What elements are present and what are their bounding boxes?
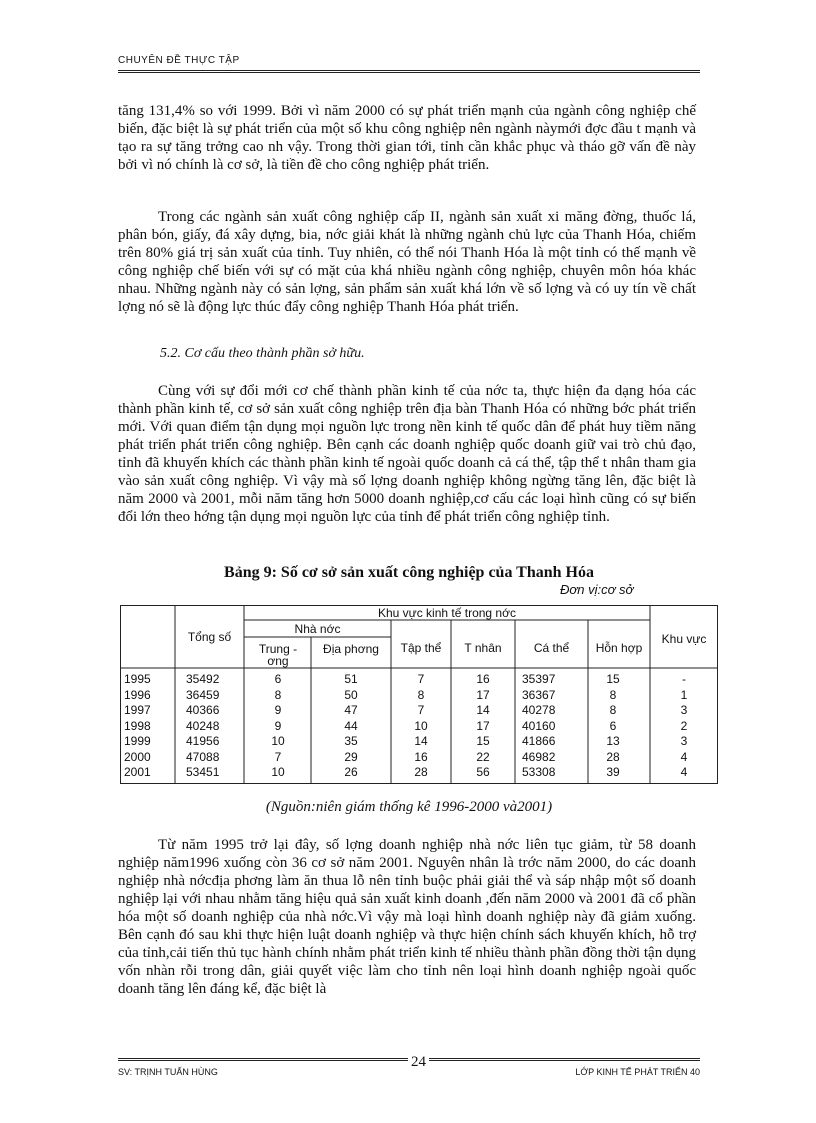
cell-collective: 16 [414,749,428,764]
cell-collective: 7 [417,672,425,686]
cell-central: 6 [274,672,282,686]
cell-central: 7 [274,749,282,764]
cell-foreign: - [682,672,686,686]
cell-year: 1996 [124,687,151,702]
cell-local: 35 [344,734,358,748]
section-subheading: 5.2. Cơ cấu theo thành phần sở hữu. [160,346,365,361]
paragraph-1-text: tăng 131,4% so với 1999. Bởi vì năm 2000 có sự phát triển mạnh của ngành công nghiệp chế biến, đặc biệt là sự phát triển của một số khu công nghiệp nên ngành nàymới đợc đầu t mạnh và tạo ra sự tăng trởng cao nh vậy. Trong thời gian tới, tỉnh cần khắc phục và tháo gỡ vấn đề này bởi vì nó chính là cơ sở, là tiền đề cho công nghiệp phát triển. [118,103,696,173]
header-text: CHUYÊN ĐỀ THỰC TẬP [118,55,240,66]
cell-foreign: 1 [680,687,688,702]
cell-private: 22 [476,749,490,764]
header-collective: Tập thể [400,641,442,655]
cell-local: 26 [344,765,358,779]
header-foreign: Khu vực [661,632,707,646]
cell-individual: 35397 [522,672,556,686]
cell-local: 47 [344,703,358,717]
cell-total: 41956 [186,734,220,748]
cell-foreign: 3 [680,734,688,748]
cell-foreign: 4 [680,765,688,779]
cell-individual: 53308 [522,765,556,779]
cell-central: 9 [274,718,282,733]
header-domestic: Khu vực kinh tế trong nớc [378,606,516,620]
cell-collective: 14 [414,734,428,748]
cell-foreign: 2 [680,718,688,733]
cell-year: 1997 [124,703,151,717]
header-individual: Cá thể [533,641,570,655]
cell-local: 29 [344,749,358,764]
cell-private: 16 [476,672,490,686]
cell-individual: 41866 [522,734,556,748]
cell-private: 17 [476,687,490,702]
header-local: Địa phơng [323,642,379,656]
header-mixed: Hỗn hợp [595,641,643,655]
cell-total: 36459 [186,687,220,702]
cell-private: 14 [476,703,490,717]
footer-class: LỚP KINH TẾ PHÁT TRIỂN 40 [575,1067,700,1077]
cell-private: 15 [476,734,490,748]
page-number: 24 [408,1054,429,1071]
cell-mixed: 28 [606,749,620,764]
cell-individual: 40278 [522,703,556,717]
header-private: T nhân [464,641,502,655]
cell-mixed: 39 [606,765,620,779]
paragraph-2 [118,208,696,316]
table-source: (Nguồn:niên giám thống kê 1996-2000 và2001) [265,799,553,815]
cell-year: 2001 [124,765,151,779]
cell-total: 40248 [186,718,220,733]
cell-mixed: 13 [606,734,620,748]
cell-year: 1999 [124,734,151,748]
cell-central: 8 [274,687,282,702]
cell-local: 51 [344,672,358,686]
cell-collective: 8 [417,687,425,702]
cell-collective: 10 [414,718,428,733]
cell-mixed: 15 [606,672,620,686]
footer-author: SV: TRỊNH TUẤN HÙNG [118,1067,218,1077]
cell-mixed: 8 [609,703,617,717]
cell-collective: 28 [414,765,428,779]
cell-individual: 40160 [522,718,556,733]
cell-collective: 7 [417,703,425,717]
cell-individual: 36367 [522,687,556,702]
paragraph-1 [118,102,696,174]
cell-mixed: 8 [609,687,617,702]
cell-total: 53451 [186,765,220,779]
cell-private: 56 [476,765,490,779]
cell-individual: 46982 [522,749,556,764]
cell-year: 2000 [124,749,151,764]
data-table [120,605,718,784]
header-central: Trung ơng [258,642,298,668]
cell-local: 50 [344,687,358,702]
paragraph-2-text: Trong các ngành sản xuất công nghiệp cấp II, ngành sản xuất xi măng đờng, thuốc lá, phân bón, giấy, đá xây dựng, bia, nớc giải khát là những ngành chủ lực của Thanh Hóa, chiếm trên 80% giá trị sản xuất của tỉnh. Tuy nhiên, có thể nói Thanh Hóa là một tỉnh có thế mạnh về công nghiệp chế biến với sự có mặt của khá nhiều ngành công nghiệp, chuyên môn hóa khác nhau. Những ngành này có sản lợng, sản phẩm sản xuất khá lớn về số lợng và có uy tín về chất lợng nó sẽ là động lực thúc đẩy công nghiệp Thanh Hóa phát triển. [118,209,696,315]
cell-central: 9 [274,703,282,717]
cell-central: 10 [271,734,285,748]
table-title: Bảng 9: Số cơ sở sản xuất công nghiệp của Thanh Hóa [224,564,594,581]
cell-total: 40366 [186,703,220,717]
cell-year: 1995 [124,672,151,686]
paragraph-3 [118,382,696,526]
header-state: Nhà nớc [294,622,341,636]
cell-mixed: 6 [609,718,617,733]
cell-total: 47088 [186,749,220,764]
paragraph-4-text: Từ năm 1995 trở lại đây, số lợng doanh nghiệp nhà nớc liên tục giảm, từ 58 doanh nghiệp năm1996 xuống còn 36 cơ sở năm 2001. Nguyên nhân là trớc năm 2000, do các doanh nghiệp nhà nớcđịa phơng làm ăn thua lỗ nên tỉnh buộc phải giải thể và sáp nhập một số doanh nghiệp lại với nhau nhằm tăng hiệu quả sản xuất kinh doanh ,đến năm 2000 và 2001 đã cổ phần hóa một số doanh nghiệp của nhà nớc.Vì vậy mà loại hình doanh nghiệp này đã giảm xuống. Bên cạnh đó sau khi thực hiện luật doanh nghiệp và thực hiện chính sách khuyến khích, hỗ trợ của tỉnh,cải tiến thủ tục hành chính nhằm phát triển kinh tế nhiều thành phần đồng thời tận dụng vốn nhàn rỗi trong dân, giải quyết việc làm cho tỉnh nên loại hình doanh nghiệp ngoài quốc doanh tăng lên đáng kể, đặc biệt là [118,837,696,997]
cell-year: 1998 [124,718,151,733]
cell-local: 44 [344,718,358,733]
table-unit: Đơn vị:cơ sở [560,582,634,597]
cell-foreign: 4 [680,749,688,764]
cell-foreign: 3 [680,703,688,717]
paragraph-3-text: Cùng với sự đổi mới cơ chế thành phần kinh tế của nớc ta, thực hiện đa dạng hóa các thành phần kinh tế, cơ sở sản xuất công nghiệp trên địa bàn Thanh Hóa có những bớc phát triển mới. Với quan điểm tận dụng mọi nguồn lực trong nền kinh tế quốc dân để phát huy tiềm năng phát triển phát triển công nghiệp. Bên cạnh các doanh nghiệp quốc doanh giữ vai trò chủ đạo, tỉnh đã khuyến khích các thành phần kinh tế ngoài quốc doanh cả cá thể, tập thể t nhân tham gia vào sản xuất công nghiệp. Vì vậy mà số lợng doanh nghiệp không ngừng tăng lên, đặc biệt là năm 2000 và 2001, mỗi năm tăng hơn 5000 doanh nghiệp,cơ cấu các loại hình cũng có sự biến đổi lớn theo hớng tận dụng mọi nguồn lực của tỉnh để phát triển công nghiệp tỉnh. [118,383,696,525]
header-total: Tổng số [187,630,232,644]
cell-central: 10 [271,765,285,779]
cell-private: 17 [476,718,490,733]
cell-total: 35492 [186,672,220,686]
paragraph-4 [118,836,696,998]
page-header [118,52,700,73]
